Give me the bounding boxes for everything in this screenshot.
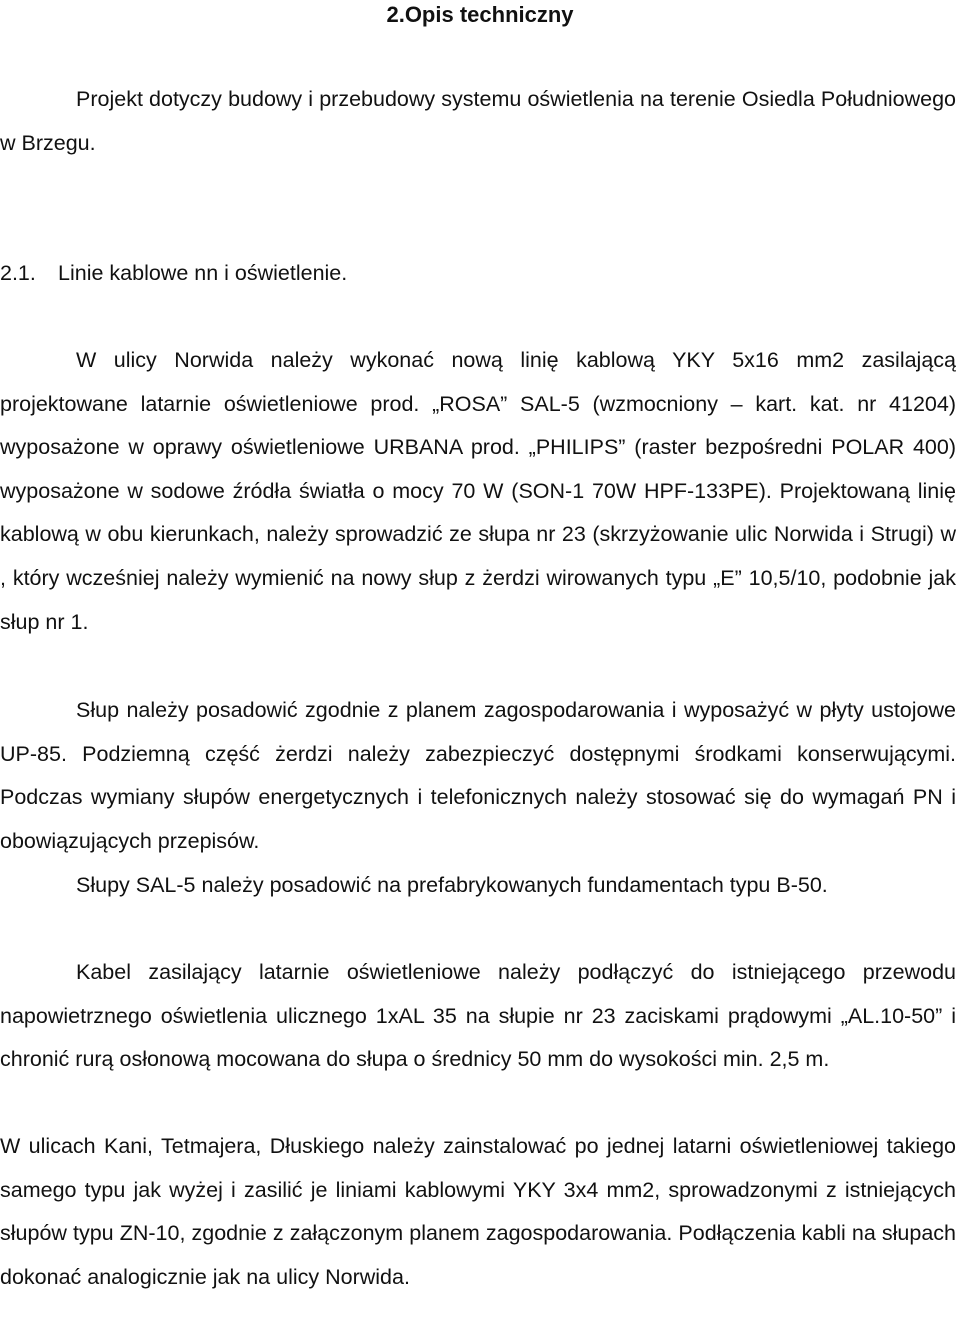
- paragraph-norwida: W ulicy Norwida należy wykonać nową linię kablową YKY 5x16 mm2 zasilającą projektowane latarnie oświetleniowe prod. „ROSA” SAL-5 (wzmocniony – kart. kat. nr 41204) wyposażone w oprawy oświetleniowe URBANA prod. „PHILIPS” (raster bezpośredni POLAR 400) wyposażone w sodowe źródła światła o mocy 70 W (SON-1 70W HPF-133PE). Projektowaną linię kablową w obu kierunkach, należy sprowadzić ze słupa nr 23 (skrzyżowanie ulic Norwida i Strugi) w , który wcześniej należy wymienić na nowy słup z żerdzi wirowanych typu „E” 10,5/10, podobnie jak słup nr 1.: [0, 348, 956, 634]
- paragraph-kani: W ulicach Kani, Tetmajera, Dłuskiego należy zainstalować po jednej latarni oświetleniowej takiego samego typu jak wyżej i zasilić je liniami kablowymi YKY 3x4 mm2, sprowadzonymi z istniejących słupów typu ZN-10, zgodnie z załączonym planem zagospodarowania. Podłączenia kabli na słupach dokonać analogicznie jak na ulicy Norwida.: [0, 1134, 956, 1289]
- document-title: 2.Opis techniczny: [386, 2, 574, 27]
- paragraph-slup: Słup należy posadowić zgodnie z planem zagospodarowania i wyposażyć w płyty ustojowe UP-85. Podziemną część żerdzi należy zabezpieczyć dostępnymi środkami konserwującymi. Podczas wymiany słupów energetycznych i telefonicznych należy stosować się do wymagań PN i obowiązujących przepisów.: [0, 698, 956, 853]
- section-number: 2.1.: [0, 261, 36, 285]
- paragraph-kabel: Kabel zasilający latarnie oświetleniowe należy podłączyć do istniejącego przewodu napowietrznego oświetlenia ulicznego 1xAL 35 na słupie nr 23 zaciskami prądowymi „AL.10-50” i chronić rurą osłonową mocowana do słupa o średnicy 50 mm do wysokości min. 2,5 m.: [0, 960, 956, 1072]
- intro-paragraph: Projekt dotyczy budowy i przebudowy systemu oświetlenia na terenie Osiedla Południowego w Brzegu.: [0, 87, 956, 155]
- section-heading-text: Linie kablowe nn i oświetlenie.: [58, 261, 348, 285]
- paragraph-slupy: Słupy SAL-5 należy posadowić na prefabrykowanych fundamentach typu B-50.: [76, 873, 828, 897]
- section-heading: [0, 252, 956, 296]
